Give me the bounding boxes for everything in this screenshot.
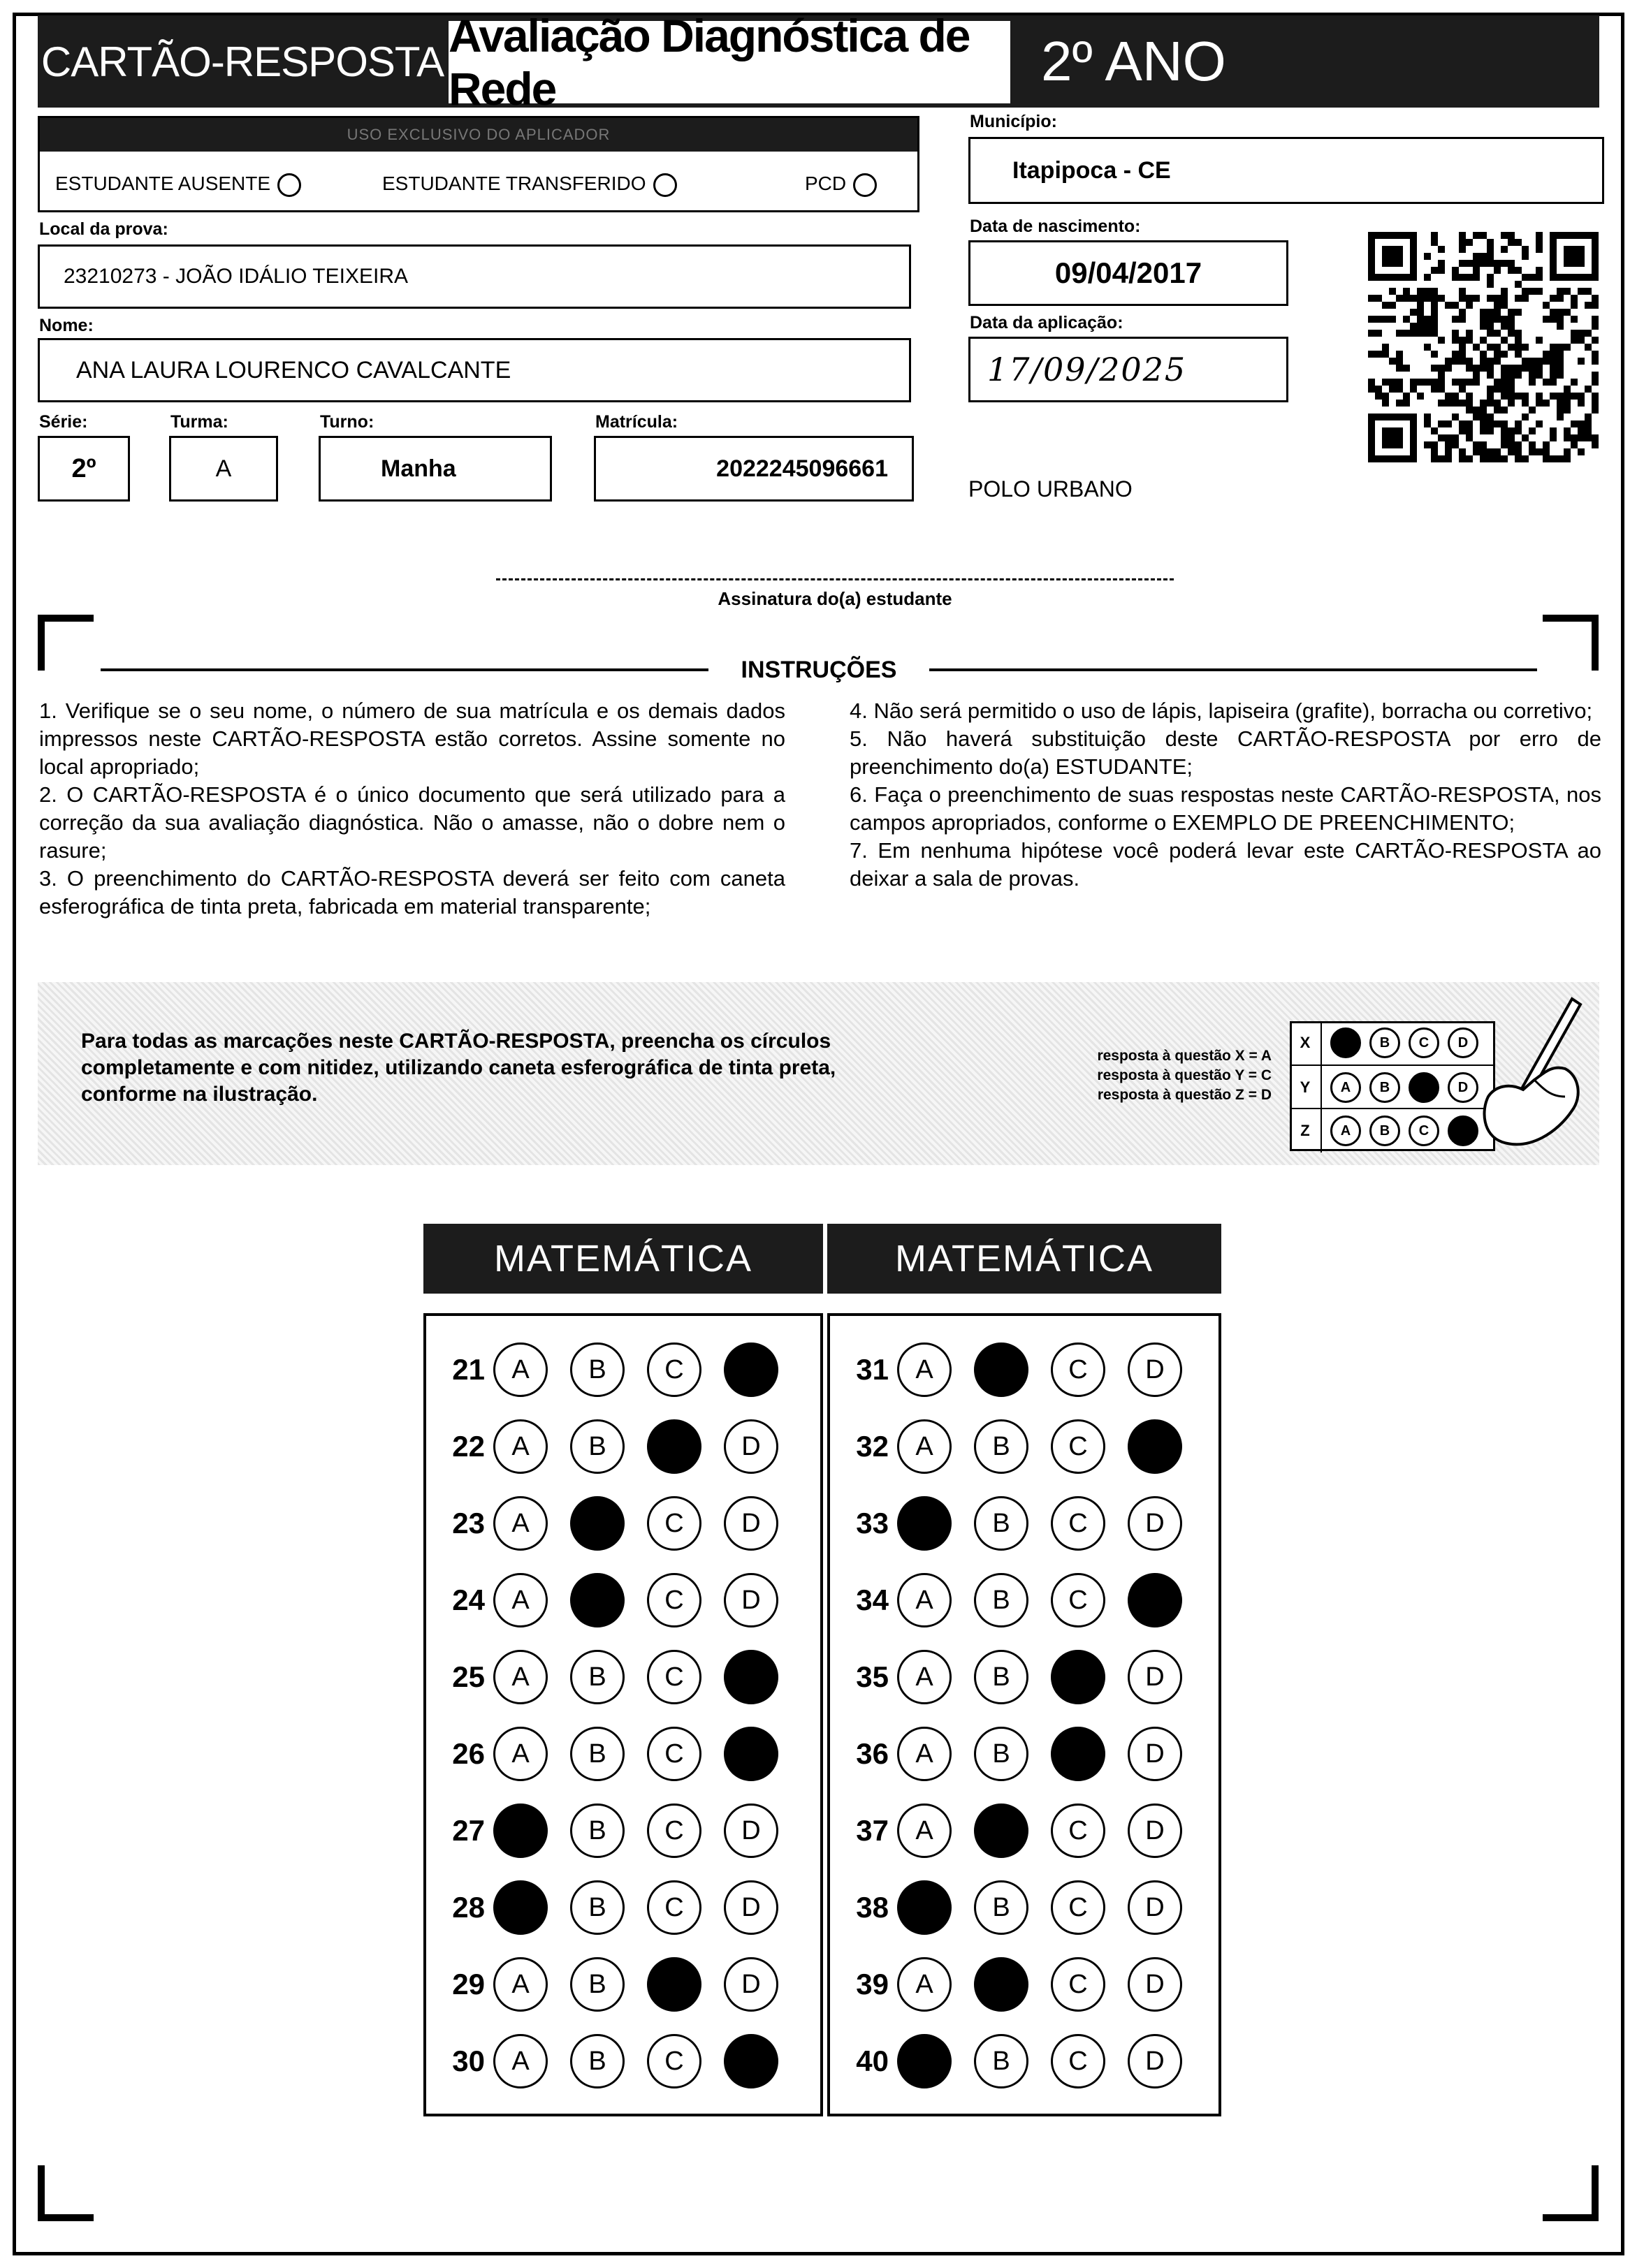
question-number: 21 [452, 1353, 485, 1386]
answer-bubble-d[interactable]: D [724, 1804, 778, 1858]
local-value: 23210273 - JOÃO IDÁLIO TEIXEIRA [64, 265, 409, 288]
answer-bubble-b[interactable]: B [974, 1880, 1028, 1935]
example-bubble-d: D [1448, 1027, 1478, 1058]
example-bubble-d: D [1448, 1072, 1478, 1103]
subject-title-1: MATEMÁTICA [423, 1224, 823, 1294]
example-bubble-c: C [1409, 1027, 1439, 1058]
instruction-2: 2. O CARTÃO-RESPOSTA é o único documento que será utilizado para a correção da sua avaliação diagnóstica. Não o amasse, não o dobre nem o rasure; [39, 782, 785, 863]
example-row [1290, 1065, 1495, 1109]
question-row [436, 1650, 801, 1704]
question-row [436, 1496, 801, 1551]
example-legend-z: resposta à questão Z = D [1097, 1087, 1272, 1103]
question-number: 25 [452, 1660, 485, 1693]
applicator-box [38, 116, 919, 212]
question-row [840, 1727, 1205, 1781]
transferred-bubble[interactable] [653, 173, 677, 197]
pcd-bubble[interactable] [853, 173, 877, 197]
signature-label: Assinatura do(a) estudante [718, 588, 952, 609]
question-number: 28 [452, 1891, 485, 1924]
answer-bubble-c[interactable]: C [1051, 1496, 1105, 1551]
question-row [436, 2034, 801, 2088]
serie-field [38, 436, 130, 502]
card-title: CARTÃO-RESPOSTA [41, 38, 444, 85]
question-row [840, 1804, 1205, 1858]
answer-bubble-d[interactable]: D [1128, 1496, 1182, 1551]
answer-bubble-c[interactable]: C [1051, 1342, 1105, 1397]
answer-bubble-d[interactable]: D [1128, 2034, 1182, 2088]
instructions-rule-right [929, 668, 1537, 671]
pen-icon [1467, 992, 1607, 1153]
turno-value: Manha [381, 455, 456, 482]
answer-bubble-a[interactable]: A [897, 1804, 952, 1858]
answer-bubble-c[interactable]: C [647, 2034, 701, 2088]
answer-bubble-b[interactable]: B [974, 2034, 1028, 2088]
answer-bubble-c[interactable] [647, 1419, 701, 1474]
answer-bubble-b[interactable] [974, 1804, 1028, 1858]
nascimento-label: Data de nascimento: [970, 217, 1141, 236]
answer-bubble-c[interactable] [647, 1957, 701, 2012]
question-row [840, 1496, 1205, 1551]
question-row [436, 1804, 801, 1858]
qr-code [1368, 232, 1599, 462]
answer-bubble-a[interactable]: A [493, 1957, 548, 2012]
aplicacao-field [968, 337, 1288, 402]
question-number: 22 [452, 1430, 485, 1463]
absent-option[interactable] [55, 173, 301, 197]
question-row [840, 2034, 1205, 2088]
answer-bubble-a[interactable]: A [493, 1419, 548, 1474]
answer-bubble-a[interactable] [897, 1880, 952, 1935]
example-bubble-c: C [1409, 1115, 1439, 1146]
question-row [436, 1727, 801, 1781]
example-bubble-a: A [1330, 1072, 1361, 1103]
answer-bubble-c[interactable]: C [1051, 1880, 1105, 1935]
transferred-label: ESTUDANTE TRANSFERIDO [382, 173, 646, 194]
turma-label: Turma: [170, 412, 228, 432]
corner-mark-bottom-left [38, 2165, 94, 2221]
answer-bubble-d[interactable]: D [1128, 1804, 1182, 1858]
answer-bubble-a[interactable] [493, 1880, 548, 1935]
name-label: Nome: [39, 316, 94, 335]
question-row [840, 1419, 1205, 1474]
nascimento-field [968, 240, 1288, 306]
absent-bubble[interactable] [277, 173, 301, 197]
answer-bubble-b[interactable]: B [974, 1727, 1028, 1781]
answer-bubble-b[interactable] [974, 1342, 1028, 1397]
answer-bubble-d[interactable]: D [724, 1880, 778, 1935]
answer-bubble-b[interactable]: B [570, 1419, 625, 1474]
example-legend [978, 1046, 1272, 1105]
answer-bubble-d[interactable]: D [724, 1957, 778, 2012]
question-row [436, 1880, 801, 1935]
answer-bubble-d[interactable]: D [1128, 1650, 1182, 1704]
instructions-rule-left [101, 668, 708, 671]
turno-label: Turno: [320, 412, 374, 432]
answer-bubble-d[interactable] [724, 1342, 778, 1397]
instruction-1: 1. Verifique se o seu nome, o número de sua matrícula e os demais dados impressos neste CARTÃO-RESPOSTA estão corretos. Assine somente no local apropriado; [39, 698, 785, 779]
answer-bubble-a[interactable]: A [897, 1419, 952, 1474]
answer-bubble-a[interactable] [897, 2034, 952, 2088]
answer-bubble-c[interactable]: C [647, 1496, 701, 1551]
example-row [1290, 1108, 1495, 1153]
question-number: 31 [856, 1353, 889, 1386]
question-number: 30 [452, 2044, 485, 2077]
answer-bubble-b[interactable]: B [974, 1650, 1028, 1704]
answer-bubble-a[interactable]: A [897, 1957, 952, 2012]
answer-bubble-c[interactable]: C [647, 1727, 701, 1781]
question-number: 38 [856, 1891, 889, 1924]
example-bubble-b: B [1369, 1115, 1400, 1146]
question-number: 35 [856, 1660, 889, 1693]
answer-bubble-d[interactable]: D [1128, 1727, 1182, 1781]
matricula-value: 2022245096661 [716, 455, 888, 482]
question-number: 33 [856, 1507, 889, 1539]
exam-title: Avaliação Diagnóstica de Rede [449, 21, 1010, 103]
answer-bubble-a[interactable]: A [493, 1650, 548, 1704]
question-number: 37 [856, 1814, 889, 1847]
example-bubble-a: A [1330, 1115, 1361, 1146]
answer-bubble-d[interactable] [1128, 1419, 1182, 1474]
subject-title-2: MATEMÁTICA [827, 1224, 1221, 1294]
question-row [840, 1880, 1205, 1935]
answer-bubble-b[interactable]: B [570, 1880, 625, 1935]
example-bubble-b: B [1369, 1027, 1400, 1058]
answer-bubble-c[interactable]: C [1051, 1573, 1105, 1627]
question-row [436, 1957, 801, 2012]
name-value: ANA LAURA LOURENCO CAVALCANTE [76, 356, 511, 383]
answer-bubble-c[interactable] [1051, 1727, 1105, 1781]
answer-bubble-d[interactable]: D [724, 1573, 778, 1627]
local-field [38, 244, 911, 309]
example-row-label: Z [1290, 1109, 1322, 1153]
example-bubble-b: B [1369, 1072, 1400, 1103]
answer-grid-1 [423, 1313, 823, 2116]
example-row [1290, 1021, 1495, 1065]
question-number: 39 [856, 1968, 889, 2000]
matricula-label: Matrícula: [595, 412, 678, 432]
answer-bubble-d[interactable] [724, 1727, 778, 1781]
answer-bubble-b[interactable]: B [974, 1573, 1028, 1627]
example-bubble-a [1330, 1027, 1361, 1058]
answer-bubble-b[interactable]: B [974, 1419, 1028, 1474]
serie-value: 2º [71, 453, 96, 483]
example-row-label: Y [1290, 1066, 1322, 1109]
answer-bubble-b[interactable]: B [570, 1957, 625, 2012]
answer-grid-2 [827, 1313, 1221, 2116]
transferred-option[interactable] [382, 173, 677, 197]
instruction-6: 6. Faça o preenchimento de suas respostas neste CARTÃO-RESPOSTA, nos campos apropriados, conforme o EXEMPLO DE PREENCHIMENTO; [850, 782, 1601, 835]
answer-bubble-d[interactable] [1128, 1573, 1182, 1627]
matricula-field [594, 436, 914, 502]
answer-bubble-a[interactable]: A [897, 1573, 952, 1627]
question-number: 23 [452, 1507, 485, 1539]
question-row [840, 1957, 1205, 2012]
municipio-field [968, 137, 1604, 204]
answer-bubble-d[interactable]: D [724, 1419, 778, 1474]
answer-bubble-d[interactable]: D [724, 1496, 778, 1551]
answer-bubble-b[interactable] [570, 1496, 625, 1551]
instructions-left [39, 697, 785, 921]
example-bubble-c [1409, 1072, 1439, 1103]
question-number: 26 [452, 1737, 485, 1770]
question-number: 36 [856, 1737, 889, 1770]
answer-bubble-c[interactable]: C [647, 1342, 701, 1397]
question-row [840, 1573, 1205, 1627]
serie-label: Série: [39, 412, 88, 432]
answer-bubble-c[interactable]: C [1051, 2034, 1105, 2088]
answer-bubble-a[interactable]: A [493, 1342, 548, 1397]
nascimento-value: 09/04/2017 [1054, 256, 1202, 289]
instruction-5: 5. Não haverá substituição deste CARTÃO-RESPOSTA por erro de preenchimento do(a) ESTUDANTE; [850, 726, 1601, 779]
turma-value: A [215, 455, 232, 482]
question-row [436, 1573, 801, 1627]
answer-bubble-b[interactable] [570, 1573, 625, 1627]
answer-bubble-b[interactable]: B [570, 2034, 625, 2088]
name-field [38, 338, 911, 402]
answer-bubble-b[interactable]: B [570, 1727, 625, 1781]
question-number: 27 [452, 1814, 485, 1847]
instructions-title: INSTRUÇÕES [741, 657, 897, 683]
example-row-label: X [1290, 1021, 1322, 1065]
answer-bubble-a[interactable]: A [493, 1573, 548, 1627]
answer-bubble-b[interactable]: B [570, 1342, 625, 1397]
answer-bubble-c[interactable]: C [647, 1650, 701, 1704]
answer-bubble-b[interactable]: B [570, 1650, 625, 1704]
answer-bubble-a[interactable]: A [897, 1650, 952, 1704]
turma-field [169, 436, 278, 502]
answer-bubble-a[interactable]: A [897, 1342, 952, 1397]
question-row [840, 1650, 1205, 1704]
instruction-7: 7. Em nenhuma hipótese você poderá levar este CARTÃO-RESPOSTA ao deixar a sala de provas. [850, 838, 1601, 891]
answer-bubble-d[interactable] [724, 2034, 778, 2088]
answer-bubble-b[interactable] [974, 1957, 1028, 2012]
instruction-4: 4. Não será permitido o uso de lápis, lapiseira (grafite), borracha ou corretivo; [850, 698, 1593, 723]
question-row [840, 1342, 1205, 1397]
example-text: Para todas as marcações neste CARTÃO-RESPOSTA, preencha os círculos completamente e com nitidez, utilizando caneta esferográfica de tinta preta, conforme na ilustração. [81, 1030, 836, 1106]
corner-mark-top-left [38, 615, 94, 671]
aplicacao-value: 17/09/2025 [987, 351, 1187, 388]
answer-bubble-a[interactable]: A [493, 2034, 548, 2088]
answer-bubble-a[interactable] [493, 1804, 548, 1858]
pcd-option[interactable] [805, 173, 877, 197]
corner-mark-bottom-right [1543, 2165, 1599, 2221]
answer-bubble-c[interactable]: C [647, 1804, 701, 1858]
municipio-value: Itapipoca - CE [1012, 156, 1171, 184]
instructions-right [850, 697, 1601, 893]
question-number: 32 [856, 1430, 889, 1463]
answer-bubble-a[interactable]: A [493, 1727, 548, 1781]
question-row [436, 1419, 801, 1474]
pcd-label: PCD [805, 173, 847, 194]
answer-bubble-c[interactable]: C [1051, 1419, 1105, 1474]
question-number: 34 [856, 1583, 889, 1616]
answer-bubble-a[interactable]: A [897, 1727, 952, 1781]
municipio-label: Município: [970, 112, 1057, 131]
answer-bubble-c[interactable]: C [647, 1880, 701, 1935]
instruction-3: 3. O preenchimento do CARTÃO-RESPOSTA deverá ser feito com caneta esferográfica de tinta preta, fabricada em material transparente; [39, 866, 785, 919]
answer-bubble-b[interactable]: B [570, 1804, 625, 1858]
question-number: 40 [856, 2044, 889, 2077]
polo-label: POLO URBANO [968, 476, 1133, 502]
answer-bubble-c[interactable]: C [647, 1573, 701, 1627]
answer-bubble-c[interactable] [1051, 1650, 1105, 1704]
example-legend-x: resposta à questão X = A [1097, 1048, 1272, 1064]
local-label: Local da prova: [39, 219, 168, 239]
answer-bubble-d[interactable]: D [1128, 1880, 1182, 1935]
answer-bubble-d[interactable] [724, 1650, 778, 1704]
question-row [436, 1342, 801, 1397]
answer-bubble-c[interactable]: C [1051, 1957, 1105, 2012]
answer-bubble-a[interactable]: A [493, 1496, 548, 1551]
answer-bubble-a[interactable] [897, 1496, 952, 1551]
applicator-title: USO EXCLUSIVO DO APLICADOR [40, 118, 917, 152]
aplicacao-label: Data da aplicação: [970, 313, 1123, 332]
example-legend-y: resposta à questão Y = C [1097, 1067, 1272, 1083]
answer-bubble-b[interactable]: B [974, 1496, 1028, 1551]
absent-label: ESTUDANTE AUSENTE [55, 173, 271, 194]
question-number: 24 [452, 1583, 485, 1616]
example-rows [1290, 1021, 1495, 1151]
answer-bubble-c[interactable]: C [1051, 1804, 1105, 1858]
turno-field [319, 436, 552, 502]
signature-line [496, 578, 1174, 580]
corner-mark-top-right [1543, 615, 1599, 671]
answer-bubble-d[interactable]: D [1128, 1957, 1182, 2012]
grade-label: 2º ANO [1041, 30, 1226, 92]
question-number: 29 [452, 1968, 485, 2000]
answer-bubble-d[interactable]: D [1128, 1342, 1182, 1397]
